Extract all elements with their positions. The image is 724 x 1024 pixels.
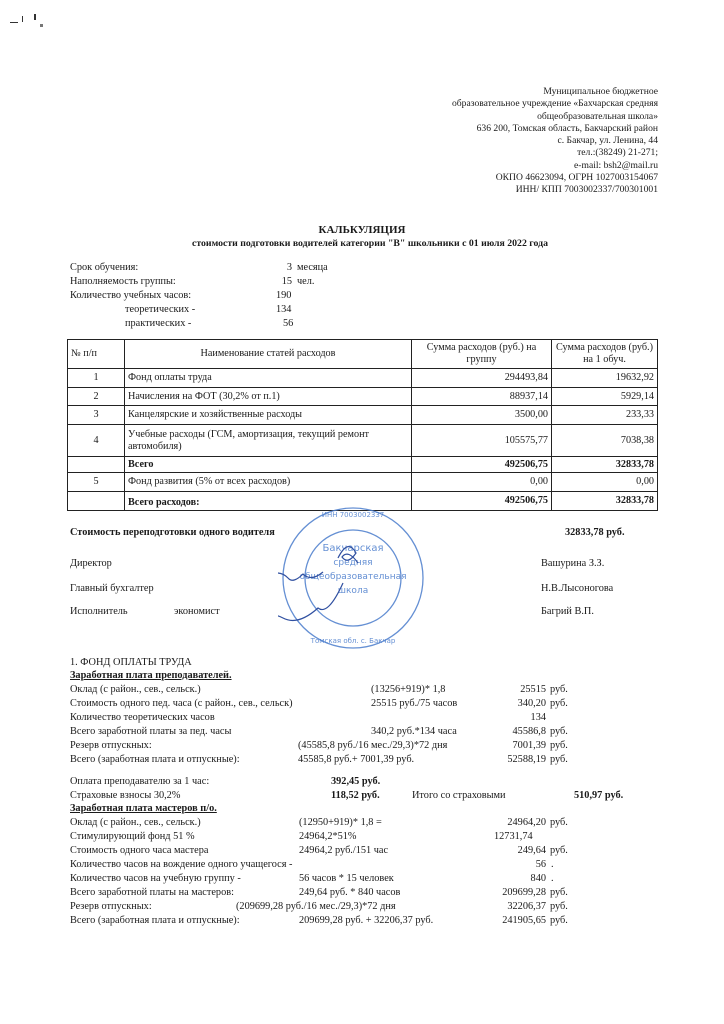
teachers-heading: Заработная плата преподавателей. [70,670,232,681]
document-title: КАЛЬКУЛЯЦИЯ [318,224,406,236]
hours-label: Количество учебных часов: [70,290,192,301]
total-with-insurance-value: 510,97 руб. [574,790,624,801]
duration-value: 3 [286,262,292,273]
masters-row-unit: руб. [550,915,568,926]
masters-row-value: 32206,37 [507,901,546,912]
row-item: Учебные расходы (ГСМ, амортизация, текущий ремонт автомобиля) [125,425,412,457]
row-item: Фонд развития (5% от всех расходов) [125,473,412,492]
row-group-sum: 492506,75 [412,457,552,473]
table-row [68,425,658,457]
cost-per-driver-value: 32833,78 руб. [565,527,625,538]
signature-role: Директор [70,558,112,569]
row-group-sum: 492506,75 [412,492,552,511]
teachers-row-formula: (45585,8 руб./16 мес./29,3)*72 дня [298,740,448,751]
masters-row-unit: . [551,859,554,870]
masters-row-label: Резерв отпускных: [70,901,152,912]
masters-row-formula: 56 часов * 15 человек [299,873,394,884]
masters-row-label: Количество часов на вождение одного учащегося - [70,859,293,870]
letterhead-line: ОКПО 46623094, ОГРН 1027003154067 [495,172,658,184]
row-item: Канцелярские и хозяйственные расходы [125,406,412,425]
letterhead-line: с. Бакчар, ул. Ленина, 44 [557,135,658,147]
teachers-row-formula: 45585,8 руб.+ 7001,39 руб. [298,754,415,765]
row-number: 4 [68,425,125,457]
group-size-label: Наполняемость группы: [70,276,176,287]
signature-name: Вашурина З.З. [541,558,605,569]
masters-row-value: 12731,74 [494,831,533,842]
masters-row-value: 249,64 [517,845,546,856]
duration-unit: месяца [297,262,328,273]
row-per-student: 7038,38 [552,425,658,457]
official-stamp-icon [278,503,428,653]
cost-per-driver-label: Стоимость переподготовки одного водителя [70,527,275,538]
signature-position: экономист [174,606,220,617]
teachers-row-label: Количество теоретических часов [70,712,215,723]
row-per-student: 233,33 [552,406,658,425]
teachers-row-value: 52588,19 [507,754,546,765]
masters-row-formula: 209699,28 руб. + 32206,37 руб. [299,915,434,926]
letterhead-line: образовательное учреждение «Бахчарская средняя [452,98,658,110]
row-per-student: 0,00 [552,473,658,492]
svg-text:школа: школа [337,586,369,596]
hourly-pay-value: 392,45 руб. [331,776,381,787]
row-number: 3 [68,406,125,425]
masters-row-formula: (209699,28 руб./16 мес./29,3)*72 дня [236,901,396,912]
row-number: 5 [68,473,125,492]
masters-row-unit: руб. [550,845,568,856]
row-item: Всего [125,457,412,473]
letterhead-line: Муниципальное бюджетное [543,86,658,97]
insurance-label: Страховые взносы 30,2% [70,790,181,801]
teachers-row-label: Стоимость одного пед. часа (с район., сев., сельск) [70,698,293,709]
masters-row-unit: . [551,873,554,884]
table-row [68,369,658,388]
row-per-student: 19632,92 [552,369,658,388]
masters-row-formula: 24964,2 руб./151 час [299,845,389,856]
letterhead-line: e-mail: bsh2@mail.ru [574,159,658,171]
masters-row-label: Количество часов на учебную группу - [70,873,241,884]
table-header-row [68,340,658,369]
table-row [68,388,658,406]
teachers-row-label: Резерв отпускных: [70,740,152,751]
table-row [68,406,658,425]
cost-table [67,339,658,511]
teachers-row-label: Оклад (с район., сев., сельск.) [70,684,201,695]
teachers-row-unit: руб. [550,698,568,709]
column-header-group-sum: Сумма расходов (руб.) на группу [412,340,552,369]
masters-row-label: Оклад (с район., сев., сельск.) [70,817,201,828]
svg-text:Бакчарская: Бакчарская [322,543,384,554]
row-group-sum: 294493,84 [412,369,552,388]
table-row [68,473,658,492]
signature-name: Багрий В.П. [541,606,594,617]
duration-label: Срок обучения: [70,262,139,273]
hourly-pay-label: Оплата преподавателю за 1 час: [70,776,210,787]
svg-text:ИНН 7003002337: ИНН 7003002337 [321,511,385,519]
masters-row-label: Стоимость одного часа мастера [70,845,209,856]
row-number [68,457,125,473]
row-per-student: 5929,14 [552,388,658,406]
masters-row-label: Стимулирующий фонд 51 % [70,831,195,842]
row-number: 2 [68,388,125,406]
masters-row-formula: 24964,2*51% [299,831,357,842]
organization-letterhead [358,86,658,197]
teachers-row-label: Всего (заработная плата и отпускные): [70,754,240,765]
masters-heading: Заработная плата мастеров п/о. [70,803,217,814]
teachers-row-unit: руб. [550,740,568,751]
masters-row-unit: руб. [550,901,568,912]
column-header-number: № п/п [68,340,125,369]
masters-row-formula: (12950+919)* 1,8 = [299,817,382,828]
row-group-sum: 88937,14 [412,388,552,406]
masters-row-value: 241905,65 [502,915,546,926]
document-subtitle: стоимости подготовки водителей категории "В" школьники с 01 июля 2022 года [192,238,548,249]
column-header-item: Наименование статей расходов [125,340,412,369]
svg-text:Томская обл. с. Бакчар: Томская обл. с. Бакчар [310,637,396,645]
section-heading: 1. ФОНД ОПЛАТЫ ТРУДА [70,657,192,668]
teachers-row-formula: 25515 руб./75 часов [371,698,458,709]
teachers-row-formula: (13256+919)* 1,8 [371,684,446,695]
row-group-sum: 105575,77 [412,425,552,457]
teachers-row-formula: 340,2 руб.*134 часа [371,726,457,737]
row-item: Начисления на ФОТ (30,2% от п.1) [125,388,412,406]
masters-row-unit: руб. [550,817,568,828]
hours-value: 190 [276,290,292,301]
masters-row-label: Всего (заработная плата и отпускные): [70,915,240,926]
teachers-row-value: 7001,39 [512,740,546,751]
insurance-value: 118,52 руб. [331,790,380,801]
total-with-insurance-label: Итого со страховыми [412,790,506,801]
signature-role: Главный бухгалтер [70,583,154,594]
row-item: Всего расходов: [125,492,412,511]
row-number: 1 [68,369,125,388]
masters-row-label: Всего заработной платы на мастеров: [70,887,234,898]
practice-hours-label: практических - [125,318,192,329]
teachers-row-unit: руб. [550,754,568,765]
group-size-value: 15 [281,276,292,287]
teachers-row-label: Всего заработной платы за пед. часы [70,726,232,737]
teachers-row-unit: руб. [550,684,568,695]
masters-row-value: 209699,28 [502,887,546,898]
row-per-student: 32833,78 [552,492,658,511]
theory-hours-label: теоретических - [125,304,196,315]
practice-hours-value: 56 [283,318,294,329]
teachers-row-unit: руб. [550,726,568,737]
signature-role: Исполнитель [70,606,128,617]
column-header-per-student: Сумма расходов (руб.) на 1 обуч. [552,340,658,369]
masters-row-unit: руб. [550,887,568,898]
signature-name: Н.В.Лысоногова [541,583,614,594]
row-number [68,492,125,511]
teachers-row-value: 25515 [520,684,546,695]
row-group-sum: 3500,00 [412,406,552,425]
row-group-sum: 0,00 [412,473,552,492]
letterhead-line: 636 200, Томская область, Бакчарский район [476,122,658,134]
table-row-subtotal [68,457,658,473]
teachers-row-value: 134 [530,712,546,723]
row-item: Фонд оплаты труда [125,369,412,388]
teachers-row-value: 340,20 [517,698,546,709]
letterhead-line: общеобразовательная школа» [537,110,658,122]
theory-hours-value: 134 [276,304,292,315]
letterhead-line: тел.:(38249) 21-271; [577,147,658,159]
masters-row-formula: 249,64 руб. * 840 часов [299,887,401,898]
teachers-row-value: 45586,8 [512,726,546,737]
group-size-unit: чел. [297,276,315,287]
masters-row-value: 56 [535,859,546,870]
masters-row-value: 24964,20 [507,817,546,828]
row-per-student: 32833,78 [552,457,658,473]
scan-mark [8,12,48,32]
svg-text:общеобразовательная: общеобразовательная [299,572,407,582]
masters-row-value: 840 [530,873,546,884]
svg-text:средняя: средняя [333,558,373,568]
letterhead-line: ИНН/ КПП 7003002337/700301001 [515,184,658,196]
